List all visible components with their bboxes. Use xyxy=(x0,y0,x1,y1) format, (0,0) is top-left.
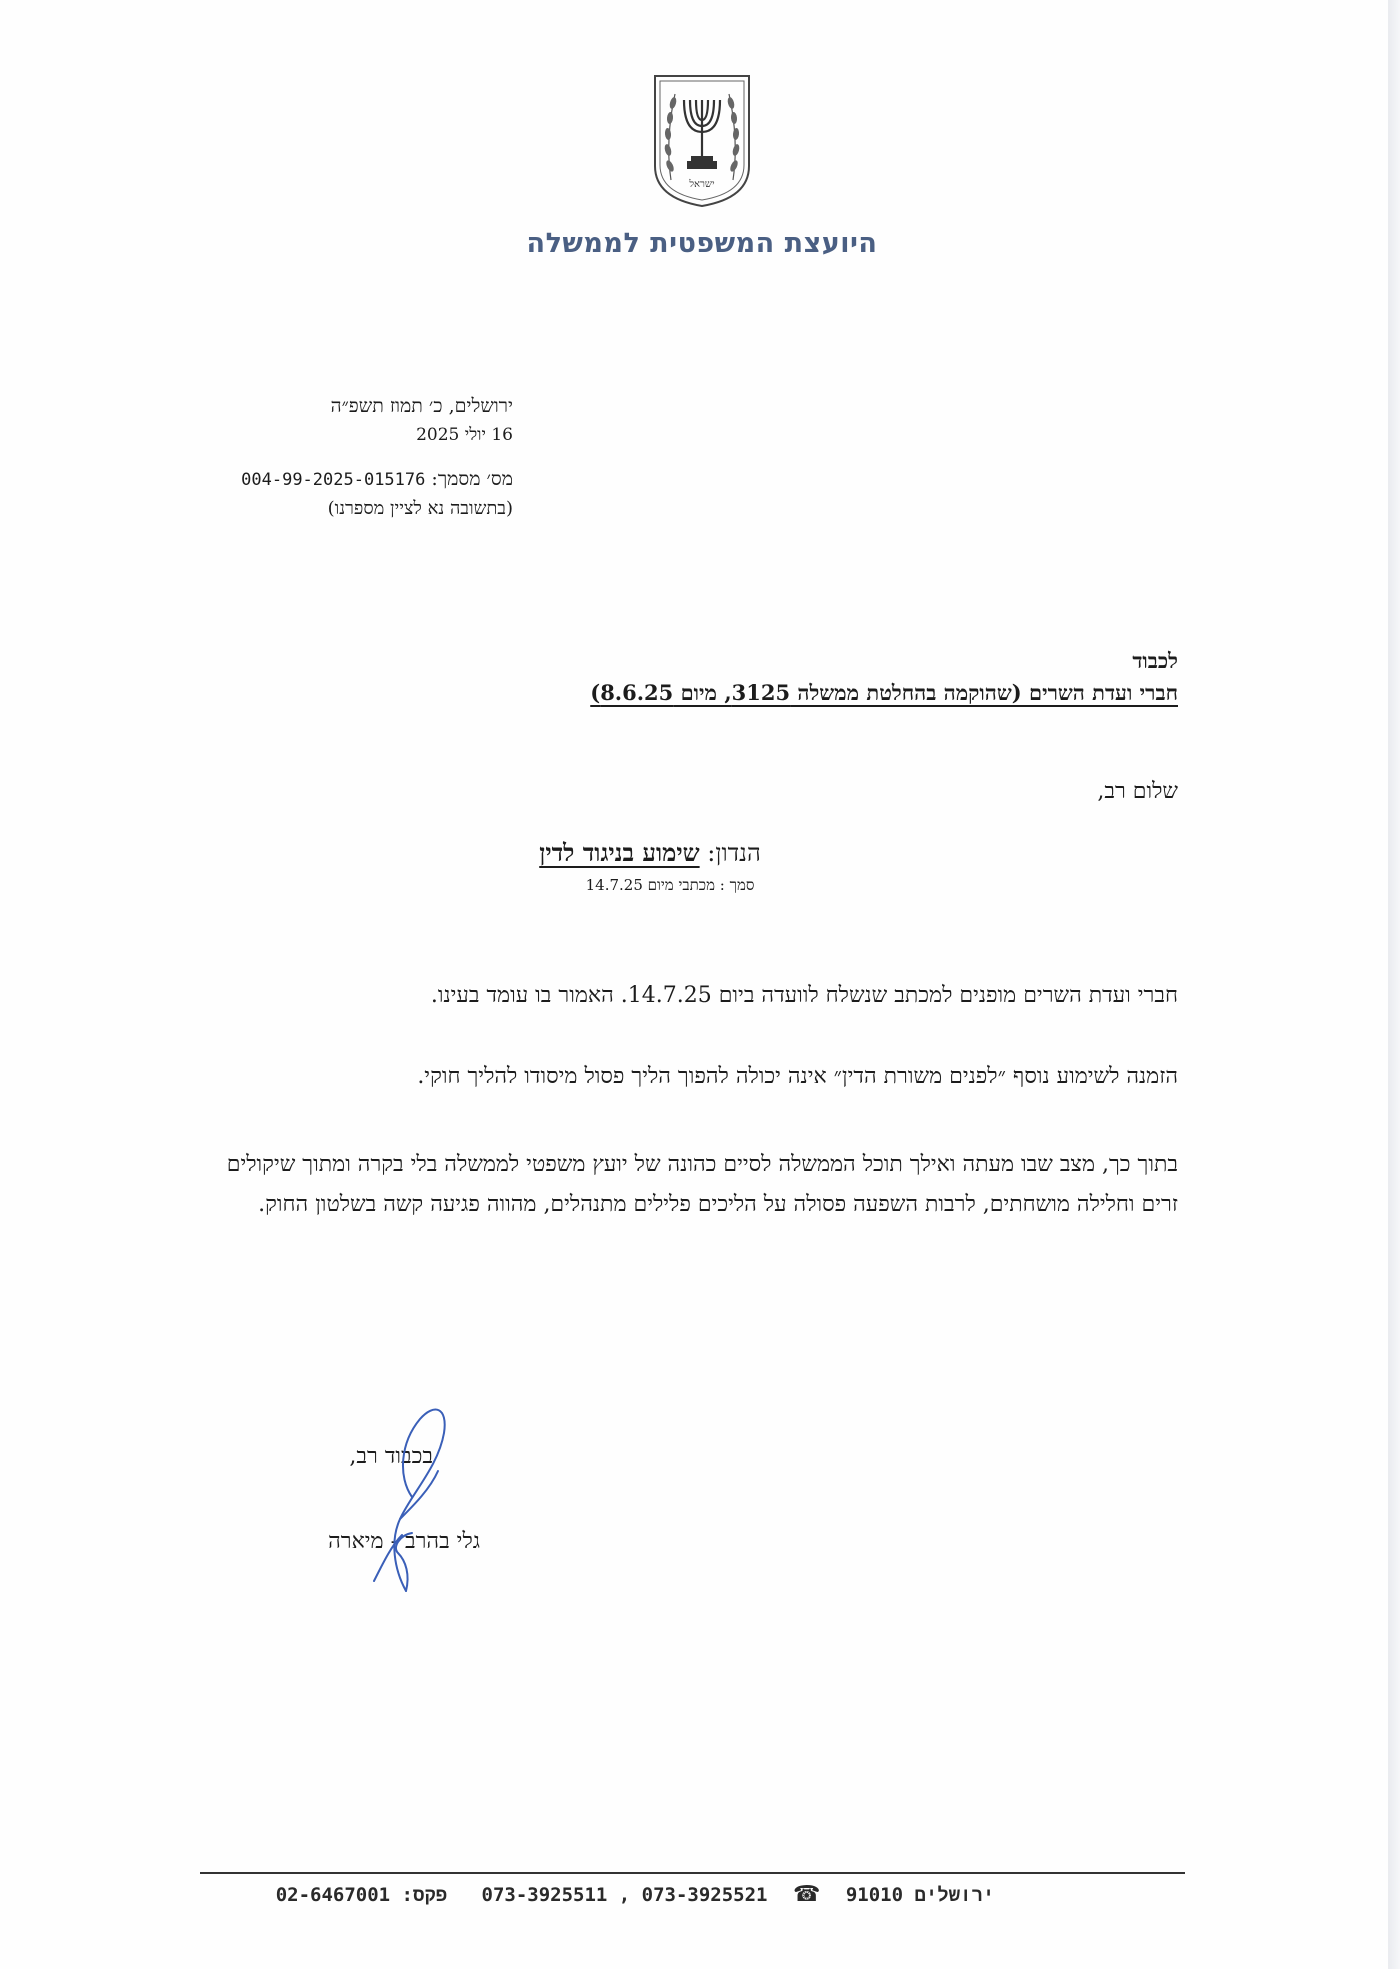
paragraph-2: הזמנה לשימוע נוסף ״לפנים משורת הדין״ אינה יכולה להפוך הליך פסול מיסודו להליך חוקי. xyxy=(417,1064,1178,1089)
footer-fax: פקס: 02-6467001 xyxy=(275,1884,448,1906)
date-hebrew: ירושלים, כ׳ תמוז תשפ״ה xyxy=(330,395,513,417)
subject-reference: סמך : מכתבי מיום 14.7.25 xyxy=(585,876,755,894)
footer-divider xyxy=(200,1872,1185,1874)
sign-off: בכבוד רב, xyxy=(349,1444,433,1469)
subject-title: שימוע בניגוד לדין xyxy=(539,838,700,867)
paragraph-1: חברי ועדת השרים מופנים למכתב שנשלח לוועדה ביום 14.7.25. האמור בו עומד בעינו. xyxy=(430,983,1178,1008)
recipients: חברי ועדת השרים (שהוקמה בהחלטת ממשלה 3125, מיום 8.6.25) xyxy=(590,680,1178,705)
reference-label: מס׳ מסמך: xyxy=(431,468,513,490)
footer-city-zip: ירושלים 91010 xyxy=(845,1884,995,1906)
footer-phones: 073-3925511 , 073-3925521 xyxy=(481,1884,768,1906)
subject-line xyxy=(450,838,850,868)
telephone-icon: ☎ xyxy=(792,1882,821,1907)
paragraph-3: בתוך כך, מצב שבו מעתה ואילך תוכל הממשלה לסיים כהונה של יועץ משפטי לממשלה בלי בקרה ומתוך שיקולים זרים וחלילה מושחתים, לרבות השפעה פסולה על הליכים פלילים מתנהלים, מהווה פגיעה קשה בשלטון החוק. xyxy=(226,1152,1178,1217)
signer-name: גלי בהרב - מיארה xyxy=(328,1529,480,1554)
reference-number: 004-99-2025-015176 xyxy=(241,470,426,490)
page-edge xyxy=(1388,0,1400,1969)
footer-contact xyxy=(200,1882,1070,1907)
date-gregorian: 16 יולי 2025 xyxy=(416,425,513,445)
subject-label: הנדון: xyxy=(707,839,761,867)
emblem-text: ישראל xyxy=(689,179,715,190)
menorah-emblem-icon xyxy=(647,70,757,210)
office-title: היועצת המשפטית לממשלה xyxy=(526,228,878,259)
reply-note: (בתשובה נא לציין מספרנו) xyxy=(327,498,513,519)
handwritten-signature-icon xyxy=(340,1385,480,1600)
greeting: שלום רב, xyxy=(1097,779,1178,804)
to-label: לכבוד xyxy=(1132,648,1178,673)
reference-line xyxy=(93,468,513,491)
